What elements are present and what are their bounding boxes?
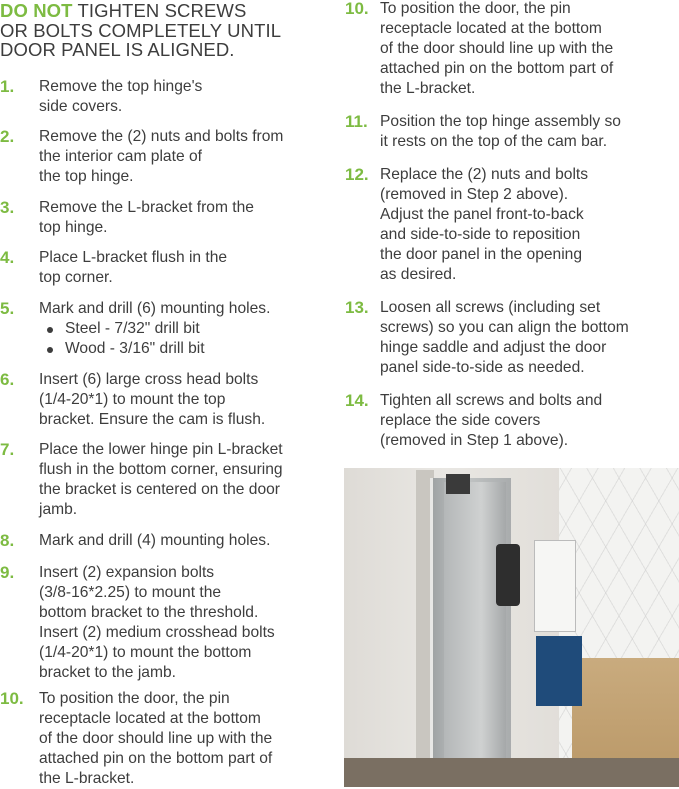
step-line: attached pin on the bottom part of (39, 750, 273, 767)
step-line: bottom bracket to the threshold. (39, 604, 259, 621)
step-number: 10. (345, 0, 369, 18)
step-line: Tighten all screws and bolts and (380, 392, 603, 409)
step-line: hinge saddle and adjust the door (380, 339, 607, 356)
step-line: jamb. (39, 501, 78, 518)
step-line: Remove the top hinge's (39, 78, 203, 95)
step-text (39, 440, 283, 520)
step-line: (3/8-16*2.25) to mount the (39, 584, 222, 601)
step-line: Adjust the panel front-to-back (380, 206, 584, 223)
step-line: as desired. (380, 266, 457, 283)
step-line: the interior cam plate of (39, 148, 202, 165)
step-line: (1/4-20*1) to mount the bottom (39, 644, 252, 661)
step-line: screws) so you can align the bottom (380, 319, 629, 336)
photo-top-hinge (446, 474, 470, 494)
step-text (39, 370, 265, 430)
step-line: it rests on the top of the cam bar. (380, 133, 608, 150)
step-line: attached pin on the bottom part of (380, 60, 614, 77)
step-text (39, 198, 254, 238)
step-line: Replace the (2) nuts and bolts (380, 166, 589, 183)
photo-whiteboard (534, 540, 576, 632)
step-line: Loosen all screws (including set (380, 299, 601, 316)
step-line: Remove the L-bracket from the (39, 199, 254, 216)
step-line: (1/4-20*1) to mount the top (39, 391, 226, 408)
photo-door-window (496, 544, 520, 606)
step-line: receptacle located at the bottom (39, 710, 261, 727)
step-number: 6. (0, 370, 15, 389)
step-text (380, 165, 588, 285)
step-line: Place L-bracket flush in the (39, 249, 228, 266)
step-line: (removed in Step 2 above). (380, 186, 569, 203)
step-number: 12. (345, 165, 369, 184)
step-number: 7. (0, 440, 15, 459)
step-line: bracket to the jamb. (39, 664, 176, 681)
step-number: 14. (345, 391, 369, 410)
step-line: Remove the (2) nuts and bolts from (39, 128, 284, 145)
step-line: and side-to-side to reposition (380, 226, 581, 243)
step-line: (removed in Step 1 above). (380, 432, 569, 449)
step-line: To position the door, the pin (39, 690, 230, 707)
step-number: 8. (0, 531, 15, 550)
step-number: 13. (345, 298, 369, 317)
step-text (39, 77, 202, 117)
step-line: top corner. (39, 269, 113, 286)
warning-heading (0, 1, 340, 60)
step-number: 5. (0, 299, 15, 318)
photo-blue-panel (536, 636, 582, 706)
step-line: Position the top hinge assembly so (380, 113, 621, 130)
bullet-item: Wood - 3/16" drill bit (39, 339, 270, 359)
photo-door-panel (444, 482, 506, 772)
warning-line-2: OR BOLTS COMPLETELY UNTIL (0, 19, 282, 41)
step-number: 1. (0, 77, 15, 96)
step-text (39, 248, 227, 288)
step-line: Insert (2) medium crosshead bolts (39, 624, 275, 641)
warning-line-1: TIGHTEN SCREWS (72, 0, 247, 21)
drill-bit-list (39, 319, 270, 359)
step-line: the top hinge. (39, 168, 134, 185)
warning-line-3: DOOR PANEL IS ALIGNED. (0, 39, 235, 60)
step-number: 4. (0, 248, 15, 267)
step-number: 2. (0, 127, 15, 146)
step-line: the L-bracket. (380, 80, 476, 97)
step-line: top hinge. (39, 219, 108, 236)
step-number: 10. (0, 689, 24, 708)
step-text (380, 298, 629, 378)
step-line: Mark and drill (6) mounting holes. (39, 300, 271, 317)
step-text (380, 112, 621, 152)
step-line: side covers. (39, 98, 123, 115)
step-text (39, 531, 270, 551)
warning-emphasis: DO NOT (0, 0, 73, 21)
step-line: Insert (2) expansion bolts (39, 564, 215, 581)
step-text (39, 563, 275, 683)
step-line: the L-bracket. (39, 770, 135, 787)
step-line: of the door should line up with the (380, 40, 614, 57)
step-line: To position the door, the pin (380, 0, 571, 17)
step-text (380, 391, 602, 451)
door-installation-photo (344, 468, 679, 787)
step-line: receptacle located at the bottom (380, 20, 602, 37)
bullet-item: Steel - 7/32" drill bit (39, 319, 270, 339)
step-number: 9. (0, 563, 15, 582)
step-text (39, 127, 283, 187)
step-line: of the door should line up with the (39, 730, 273, 747)
step-line: Mark and drill (4) mounting holes. (39, 532, 271, 549)
step-text (39, 299, 270, 359)
step-number: 11. (345, 112, 368, 131)
step-number: 3. (0, 198, 15, 217)
step-line: Insert (6) large cross head bolts (39, 371, 259, 388)
step-line: Place the lower hinge pin L-bracket (39, 441, 283, 458)
photo-floor (344, 758, 679, 787)
step-line: the bracket is centered on the door (39, 481, 280, 498)
step-text (39, 689, 272, 789)
step-line: replace the side covers (380, 412, 541, 429)
step-line: flush in the bottom corner, ensuring (39, 461, 283, 478)
step-line: bracket. Ensure the cam is flush. (39, 411, 266, 428)
step-line: the door panel in the opening (380, 246, 583, 263)
step-text (380, 0, 613, 99)
step-line: panel side-to-side as needed. (380, 359, 585, 376)
